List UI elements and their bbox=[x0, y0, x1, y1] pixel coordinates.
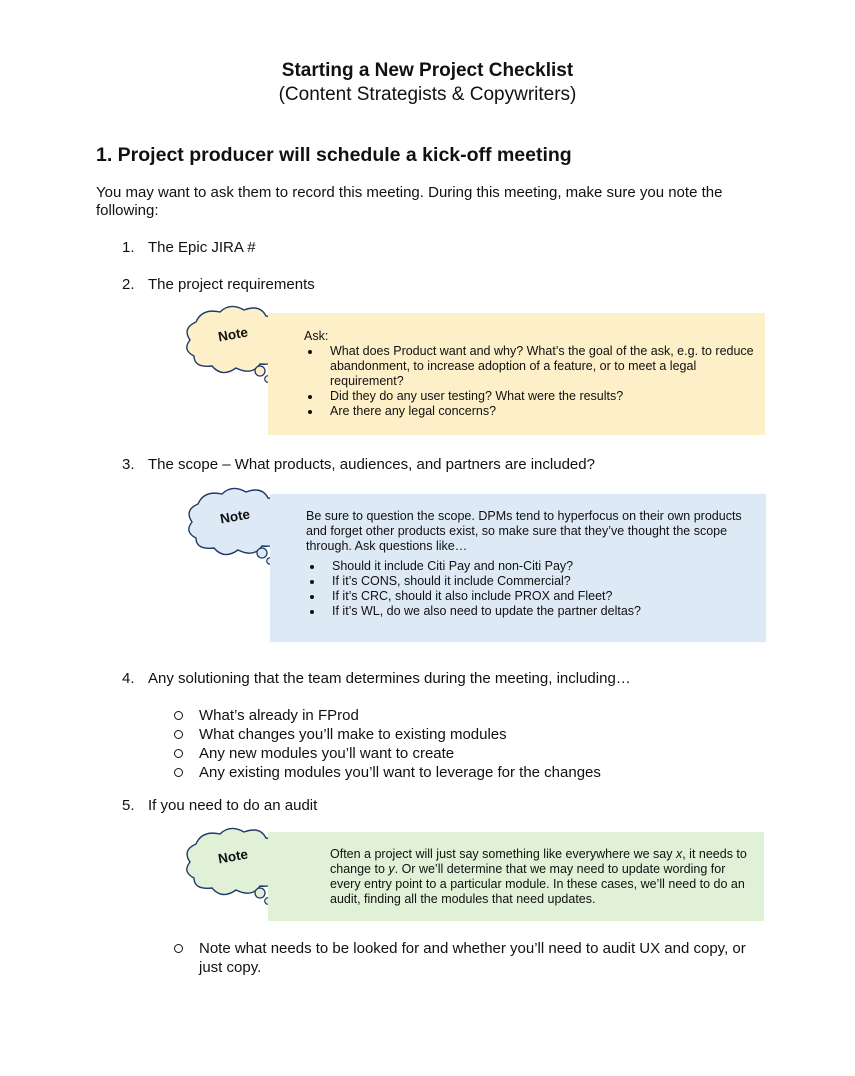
step-number: 2. bbox=[122, 276, 135, 293]
section-heading: 1. Project producer will schedule a kick-off meeting bbox=[96, 144, 572, 166]
step-5 bbox=[122, 797, 317, 814]
note-bullet: Are there any legal concerns? bbox=[304, 404, 754, 419]
note-bullet: Did they do any user testing? What were the results? bbox=[304, 389, 754, 404]
sub-list-item: What’s already in FProd bbox=[174, 706, 601, 725]
note-bullet-list bbox=[306, 559, 756, 619]
step-number: 3. bbox=[122, 456, 135, 473]
note-bullet: What does Product want and why? What’s the goal of the ask, e.g. to reduce abandonment, to increase adoption of a feature, or to meet a legal requirement? bbox=[304, 344, 754, 389]
note-box-audit bbox=[268, 832, 764, 921]
step-2 bbox=[122, 276, 315, 293]
document-subtitle: (Content Strategists & Copywriters) bbox=[278, 84, 577, 105]
step-text: If you need to do an audit bbox=[148, 797, 318, 814]
step-1 bbox=[122, 239, 256, 256]
sub-list-item: Any new modules you’ll want to create bbox=[174, 744, 601, 763]
note-italic-x: x bbox=[675, 847, 683, 861]
sub-list-item: Any existing modules you’ll want to leverage for the changes bbox=[174, 763, 601, 782]
step-4-sub-list bbox=[174, 706, 601, 782]
note-bullet: If it’s CRC, should it also include PROX and Fleet? bbox=[306, 589, 756, 604]
intro-paragraph: You may want to ask them to record this meeting. During this meeting, make sure you note the following: bbox=[96, 184, 723, 219]
note-text-part: , it needs to change to bbox=[330, 847, 747, 876]
step-number: 4. bbox=[122, 670, 135, 687]
note-text-part: Often a project will just say something like everywhere we say bbox=[330, 847, 676, 861]
note-text-part: . Or we’ll determine that we may need to update wording for every entry point to a particular module. In these cases, we’ll need to do an audit, finding all the modules that need updates. bbox=[330, 862, 745, 906]
note-text bbox=[330, 847, 750, 907]
note-intro: Be sure to question the scope. DPMs tend to hyperfocus on their own products and forget other products exist, so make sure that they’ve thought the scope through. Ask questions like… bbox=[306, 509, 742, 553]
step-5-sub-list bbox=[174, 939, 754, 977]
document-title: Starting a New Project Checklist bbox=[281, 60, 574, 81]
step-text: Any solutioning that the team determines during the meeting, including… bbox=[148, 670, 631, 687]
sub-list-item: What changes you’ll make to existing modules bbox=[174, 725, 601, 744]
note-italic-y: y bbox=[388, 862, 395, 876]
note-label: Note bbox=[216, 324, 250, 345]
step-number: 5. bbox=[122, 797, 135, 814]
step-text: The scope – What products, audiences, and partners are included? bbox=[148, 456, 595, 473]
sub-list-item: Note what needs to be looked for and whether you’ll need to audit UX and copy, or just copy. bbox=[174, 939, 754, 977]
step-4 bbox=[122, 670, 631, 687]
step-text: The project requirements bbox=[148, 276, 315, 293]
note-box-scope bbox=[270, 494, 766, 642]
step-3 bbox=[122, 456, 595, 473]
step-text: The Epic JIRA # bbox=[148, 239, 256, 256]
step-number: 1. bbox=[122, 239, 135, 256]
note-bullet: Should it include Citi Pay and non-Citi Pay? bbox=[306, 559, 756, 574]
note-bullet-list bbox=[304, 344, 754, 419]
note-bullet: If it’s WL, do we also need to update the partner deltas? bbox=[306, 604, 756, 619]
note-label: Note bbox=[218, 506, 252, 527]
note-intro: Ask: bbox=[304, 329, 329, 343]
note-label: Note bbox=[216, 846, 250, 867]
note-box-requirements bbox=[268, 313, 765, 435]
note-bullet: If it’s CONS, should it include Commercial? bbox=[306, 574, 756, 589]
